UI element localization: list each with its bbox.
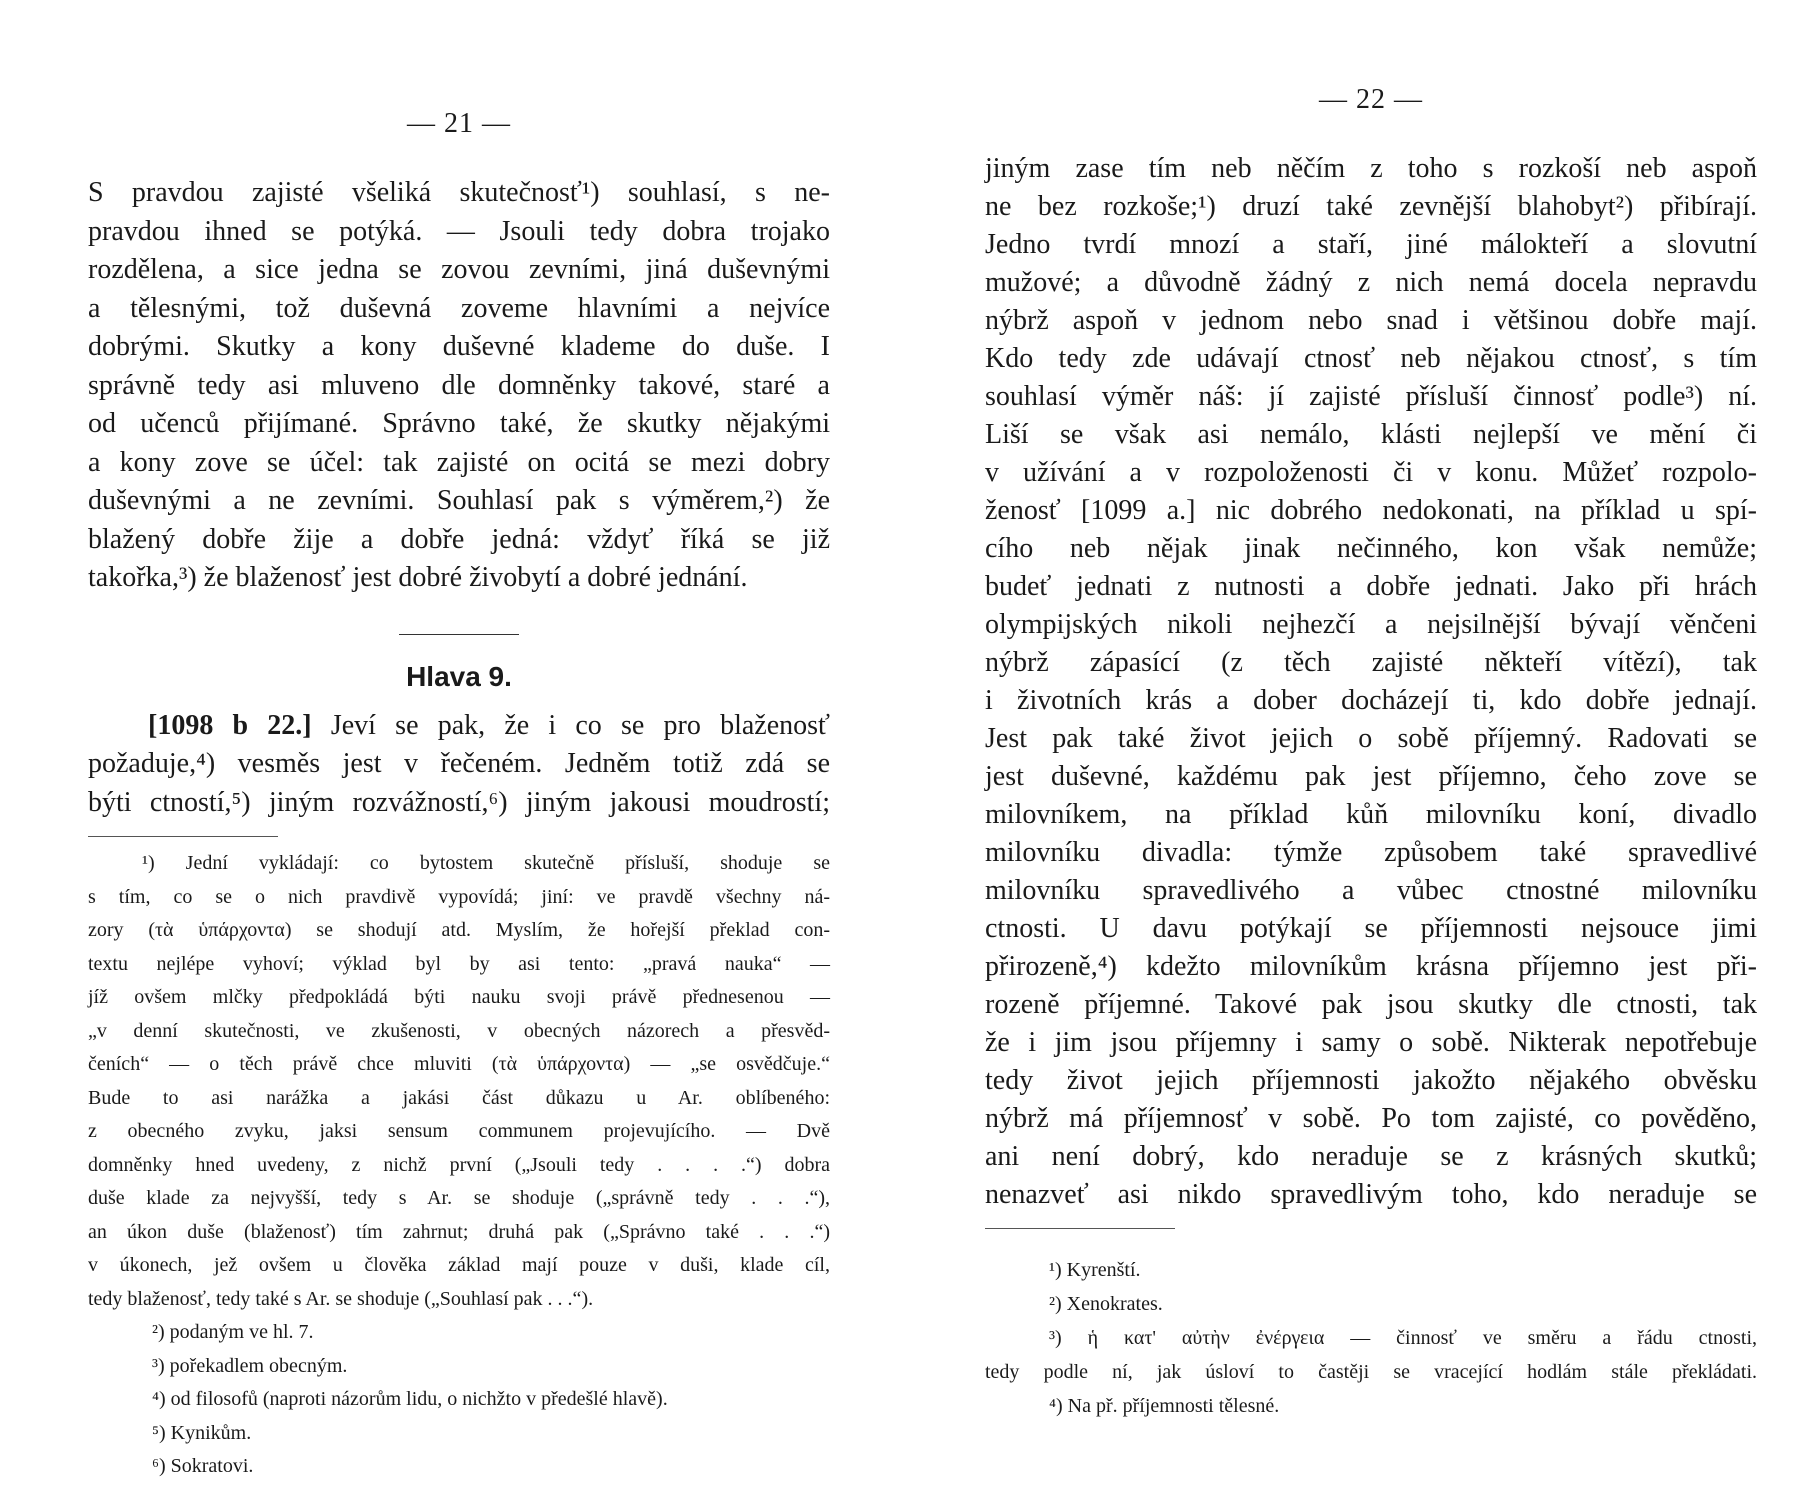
text-line: nýbrž má příjemnosť v sobě. Po tom zajisté, co pověděno, [985,1103,1757,1134]
text-line: Jedno tvrdí mnozí a staří, jiné málokteří a slovutní [985,229,1757,260]
text-line: nýbrž aspoň v jednom nebo snad i většinou dobře mají. [985,305,1757,336]
text-line: jiným zase tím neb něčím z toho s rozkoší neb aspoň [985,153,1757,184]
footnote-line: v úkonech, jež ovšem u člověka základ mají pouze v duši, klade cíl, [88,1254,830,1276]
text-line: Liší se však asi nemálo, klásti nejlepší ve mění či [985,419,1757,450]
text-line: tedy život jejich příjemnosti jakožto nějakého obvěsku [985,1065,1757,1096]
footnote-line: ⁴) Na př. příjemnosti tělesné. [1049,1395,1280,1417]
footnote-line: ³) pořekadlem obecným. [152,1354,348,1377]
footnote-line: textu nejlépe vyhoví; výklad byl by asi tento: „pravá nauka“ — [88,952,830,975]
footnote-rule [985,1228,1175,1229]
section-divider [399,634,519,635]
footnote-line: zory (τὰ ὑπάρχοντα) se shodují atd. Myslím, že hořejší překlad con- [88,919,830,941]
text-line: pravdou ihned se potýká. — Jsouli tedy dobra trojako [88,215,830,247]
footnote-line: ²) Xenokrates. [1049,1293,1163,1315]
footnote-rule [88,836,278,837]
footnote-line: ⁴) od filosofů (naproti názorům lidu, o nichžto v předešlé hlavě). [152,1388,668,1410]
footnote-line: ⁵) Kynikům. [152,1421,252,1444]
footnote-line: tedy podle ní, jak úsloví to častěji se vracející hodlám stále překládati. [985,1361,1757,1383]
main-text [985,150,1757,1214]
footnotes [985,1253,1757,1423]
page-number: — 21 — [407,108,511,139]
footnote-line: Bude to asi narážka a jakási část důkazu u Ar. oblíbeného: [88,1086,830,1109]
footnote-line: ¹) Kyrenští. [1049,1259,1141,1281]
text-line: S pravdou zajisté všeliká skutečnosť¹) souhlasí, s ne- [88,177,830,208]
footnote-line: ⁶) Sokratovi. [152,1455,254,1477]
text-line: rozdělena, a sice jedna se zovou zevními, jiná duševnými [88,254,830,285]
text-line: a kony zove se účel: tak zajisté on ocitá se mezi dobry [88,446,830,478]
footnote-line: „v denní skutečnosti, ve zkušenosti, v obecných názorech a přesvěd- [88,1019,830,1042]
text-line: milovníku divadla: týmže způsobem také spravedlivé [985,837,1757,868]
text-line: duševnými a ne zevními. Souhlasí pak s výměrem,²) že [88,485,830,516]
text-line: a tělesnými, tož duševná zoveme hlavními a nejvíce [88,292,830,324]
left-page [88,0,830,1484]
text-line: milovníkem, na příklad kůň milovníku koní, divadlo [985,799,1757,830]
text-line: rozeně příjemné. Takové pak jsou skutky dle ctnosti, tak [985,989,1757,1020]
text-line: nenazveť asi nikdo spravedlivým toho, kdo neraduje se [985,1179,1757,1210]
text-line: Jeví se pak, že i co se pro blaženosť [330,709,830,741]
text-line: Jest pak také život jejich o sobě příjemný. Radovati se [985,723,1757,754]
footnote-line: ¹) Jední vykládají: co bytostem skutečně přísluší, shoduje se [142,852,830,874]
text-line: mužové; a důvodně žádný z nich nemá docela nepravdu [985,267,1757,298]
footnote-line: tedy blaženosť, tedy také s Ar. se shoduje („Souhlasí pak . . .“). [88,1287,594,1310]
footnotes [88,847,830,1484]
text-line: správně tedy asi mluveno dle domněnky takové, staré a [88,369,830,401]
text-line: nýbrž zápasící (z těch zajisté někteří vítězí), tak [985,647,1757,678]
footnote-line: z obecného zvyku, jaksi sensum communem projevujícího. — Dvě [88,1120,830,1142]
main-text [88,174,830,598]
footnote-line: an úkon duše (blaženosť) tím zahrnut; druhá pak („Správno také . . .“) [88,1220,830,1243]
text-line: že i jim jsou příjemny i samy o sobě. Nikterak nepotřebuje [985,1027,1757,1058]
text-line: i životních krás a dober docházejí ti, kdo dobře jednají. [985,685,1757,716]
text-line: takořka,³) že blaženosť jest dobré živobytí a dobré jednání. [88,562,748,593]
footnote-line: duše klade za nejvyšší, tedy s Ar. se shoduje („správně tedy . . .“), [88,1187,830,1209]
text-line: ženosť [1099 a.] nic dobrého nedokonati, na příklad u spí- [985,495,1757,526]
text-line: ne bez rozkoše;¹) druzí také zevnější blahobyt²) přibírají. [985,191,1757,222]
text-line: olympijských nikoli nejhezčí a nejsilnější bývají věnčeni [985,609,1757,640]
text-line: souhlasí výměr náš: jí zajisté přísluší činnosť podle³) ní. [985,381,1757,412]
right-page [985,0,1757,1423]
text-line: dobrými. Skutky a kony duševné klademe do duše. I [88,331,830,362]
footnote-line: s tím, co se o nich pravdivě vypovídá; jiní: ve pravdě všechny ná- [88,885,830,908]
chapter-reference: [1098 b 22.] [148,709,312,741]
text-line: blažený dobře žije a dobře jedná: vždyť říká se již [88,523,830,555]
footnote-line: čeních“ — o těch právě chce mluviti (τὰ ὑπάρχοντα) — „se osvědčuje.“ [88,1053,830,1075]
text-line: od učenců přijímané. Správno také, že skutky nějakými [88,408,830,439]
text-line: milovníku spravedlivého a vůbec ctnostné milovníku [985,875,1757,906]
chapter-title: Hlava 9. [406,660,512,692]
text-line: v užívání a v rozpoloženosti či v konu. Můžeť rozpolo- [985,457,1757,488]
footnote-line: domněnky hned uvedeny, z nichž první („Jsouli tedy . . . .“) dobra [88,1153,830,1176]
text-line: budeť jednati z nutnosti a dobře jednati. Jako při hrách [985,571,1757,602]
text-line: cího neb nějak jinak nečinného, kon však nemůže; [985,533,1757,564]
text-line: býti ctností,⁵) jiným rozvážností,⁶) jiným jakousi moudrostí; [88,786,830,818]
text-line: ani není dobrý, kdo neraduje se z krásných skutků; [985,1141,1757,1172]
page-number: — 22 — [1319,84,1423,115]
footnote-line: ²) podaným ve hl. 7. [152,1321,314,1343]
chapter-text [88,707,830,823]
text-line: přirozeně,⁴) kdežto milovníkům krásna příjemno jest při- [985,951,1757,982]
text-line: jest duševné, každému pak jest příjemno, čeho zove se [985,761,1757,792]
text-line: ctnosti. U davu potýkají se příjemnosti nejsouce jimi [985,913,1757,944]
footnote-line: ³) ἡ κατ' αὐτὴν ἐνέργεια — činnosť ve směru a řádu ctnosti, [1049,1327,1757,1349]
footnote-line: jíž ovšem mlčky předpokládá býti nauku svoji právě přednesenou — [88,986,830,1008]
text-line: požaduje,⁴) vesměs jest v řečeném. Jedněm totiž zdá se [88,748,830,779]
text-line: Kdo tedy zde udávají ctnosť neb nějakou ctnosť, s tím [985,343,1757,374]
